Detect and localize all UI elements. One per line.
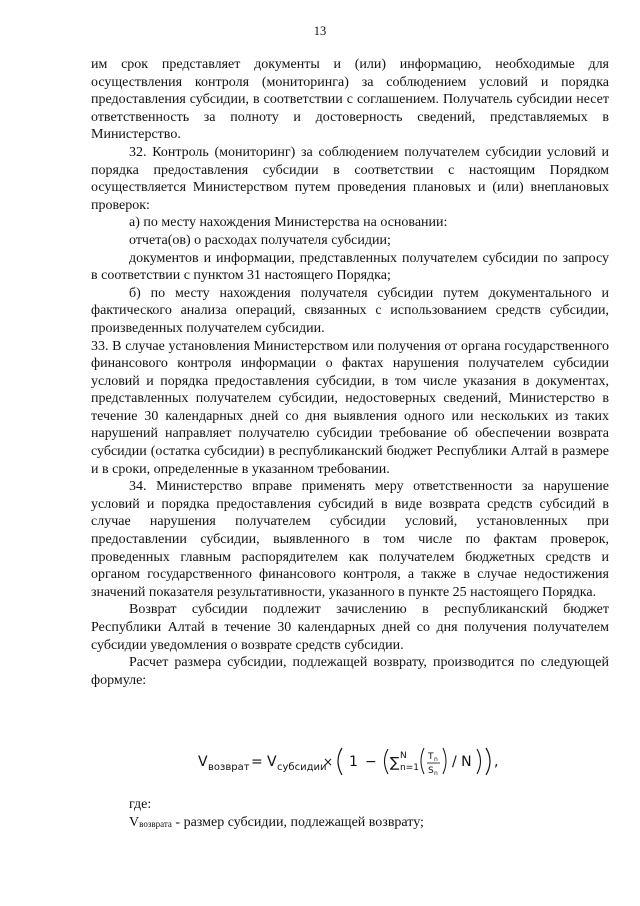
paragraph-33: 33. В случае установления Министерством или получения от органа государственного финансового контроля информации о фактах нарушения получателем субсидии условий и порядка предоставления субсидии, в том числе указания в документах, представленных получателем субсидии, недостоверных сведений, Министерство в течение 30 календарных дней со дня выявления одного или нескольких из таких нарушений направляет получателю субсидии требование об обеспечении возврата субсидии (остатка субсидии) в республиканский бюджет Республики Алтай в размере и в сроки, определенные в указанном требовании. [91,338,609,477]
definition-text: - размер субсидии, подлежащей возврату; [171,815,424,830]
formula-lhs-subscript: возврат [208,762,250,773]
formula-sum: ∑ [390,755,400,771]
paragraph-32b: б) по месту нахождения получателя субсидии путем документального и фактического анализа операций, связанных с использованием средств субсидии, произведенных получателем субсидии. [91,285,609,336]
formula-inner-open-paren [385,749,389,774]
paragraph-32a-reports: отчета(ов) о расходах получателя субсидии; [129,232,391,248]
page-number: 13 [313,24,327,38]
paragraph-return: Возврат субсидии подлежит зачислению в республиканский бюджет Республики Алтай в течение 30 календарных дней со дня получения получателем субсидии уведомления о возврате средств субсидии. [91,602,609,653]
formula-frac-num: T [428,752,434,762]
definition-subscript: возврата [139,819,172,829]
formula-frac-close-paren [443,748,446,774]
paragraph-32: 32. Контроль (мониторинг) за соблюдением получателем субсидии условий и порядка предоставления субсидии в соответствии с настоящим Порядком осуществляется Министерством путем проведения плановых и (или) внеплановых проверок: [91,144,609,213]
formula-sum-lower: n=1 [400,763,419,773]
definitions-block [91,796,609,833]
formula-frac-open-paren [421,748,424,774]
formula-inner-close-paren [477,749,481,774]
formula-frac-den-sub: n [434,770,438,777]
formula-lhs-symbol: V [198,754,208,770]
formula-trailing-comma: , [494,754,499,770]
formula-frac-num-sub: n [434,756,438,763]
paragraph-34: 34. Министерство вправе применять меру ответственности за нарушение условий и порядка предоставления субсидий в виде возврата средств субсидий в случае нарушения получателем субсидии условий, установленных при предоставлении субсидии, выявленного в том числе по фактам проверок, проведенных главным распорядителем как получателем бюджетных средств и органом государственного финансового контроля, а также в случае недостижения значений показателя результативности, указанного в пункте 25 настоящего Порядка. [91,479,609,600]
formula-rhs-subscript: субсидии [277,762,327,773]
formula-rhs-symbol: V [267,754,277,770]
formula-one: 1 [349,754,358,770]
formula-divide: / N [452,754,472,770]
paragraph-calculation: Расчет размера субсидии, подлежащей возврату, производится по следующей формуле: [91,655,609,688]
formula-sum-upper: N [400,751,407,761]
where-label: где: [129,797,152,812]
definition-v-return [129,814,609,833]
paragraph-32a-documents: документов и информации, представленных получателем субсидии по запросу в соответствии с пунктом 31 настоящего Порядка; [91,250,609,284]
paragraph-1: им срок представляет документы и (или) информацию, необходимые для осуществления контроля (мониторинга) за соблюдением условий и порядка предоставления субсидии, в соответствии с соглашением. Получатель субсидии несет ответственность за полноту и достоверность сведений, представляемых в Министерство. [91,57,609,143]
formula-minus: − [365,754,377,770]
definition-symbol: V [129,815,140,830]
formula-times: × [323,755,334,769]
paragraph-32a: а) по месту нахождения Министерства на основании: [129,215,448,231]
formula-open-paren [338,748,342,775]
formula-equals: = [251,754,263,770]
formula-frac-den: S [428,766,434,776]
formula-close-paren [486,748,490,775]
